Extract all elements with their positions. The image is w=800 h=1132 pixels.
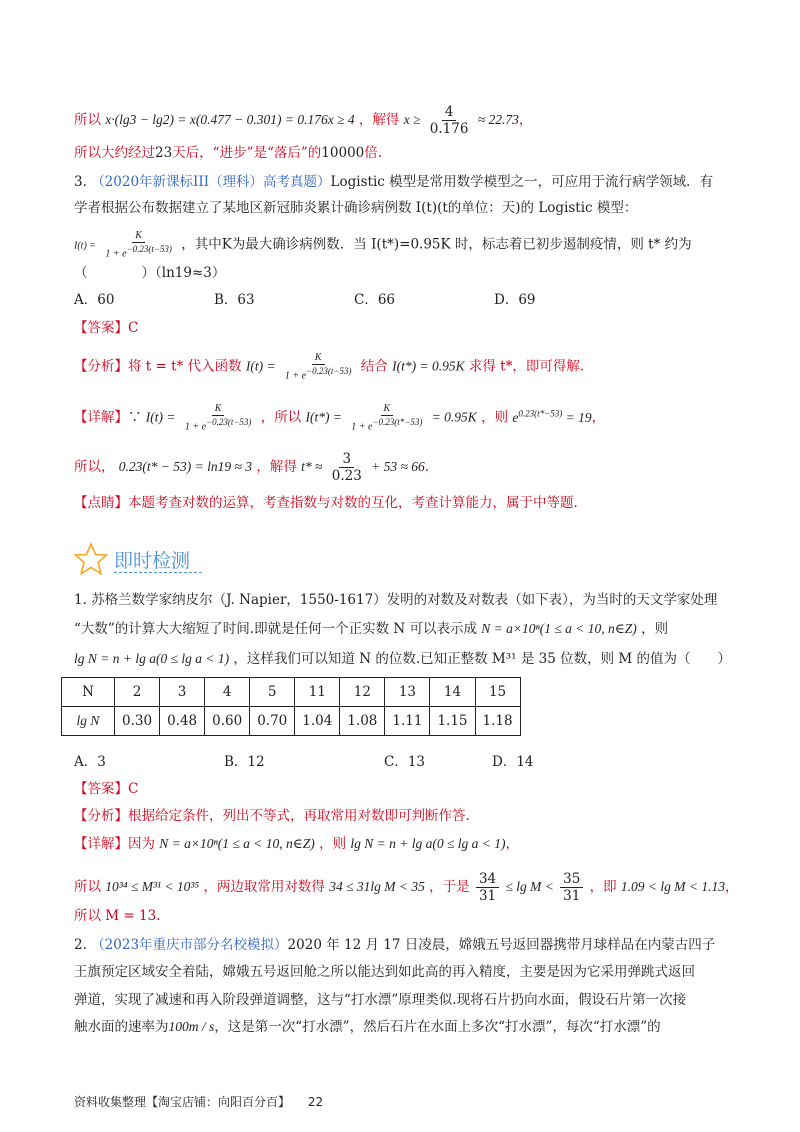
table-row [62,707,521,736]
option-a[interactable]: A．60 [74,292,115,308]
p1-final [74,906,160,926]
text: 1 + e [184,421,207,433]
math-expr: = 0.95K [431,409,477,425]
q3-line-2 [74,198,637,218]
table-cell: 11 [295,678,340,707]
p2-line-2 [74,962,695,982]
question-source: （2023年重庆市部分名校模拟） [91,937,288,953]
text: 求得 t*，即可得解. [468,358,585,375]
question-number: 1. [74,592,87,608]
math-expr: + 53 ≈ 66 [371,459,425,474]
text: . [424,459,430,475]
page-footer [74,1093,323,1110]
q3-options [74,290,536,310]
label: 【详解】 [74,409,128,426]
q3-detail [74,403,605,433]
exponent: −0.23(t−53) [306,366,352,376]
p2-line-1 [74,935,715,955]
math-expr [512,410,591,425]
answer: C [128,781,139,797]
text: ，这是第一次“打水漂”，然后石片在水面上多次“打水漂”，每次“打水漂”的 [214,1019,661,1035]
table-cell: 4 [205,678,250,707]
math-expr: ≤ lg M < [505,879,554,894]
p1-answer [74,779,138,799]
table-cell: 1.15 [430,707,475,736]
text: 将 t = t* 代入函数 [128,358,242,375]
text: ，于是 [429,879,470,895]
q3-so [74,451,429,484]
math-expr: lg N = n + lg a(0 ≤ lg a < 1) [350,836,506,851]
option-d[interactable]: D．69 [494,292,536,308]
p1-line-2 [74,619,668,639]
fraction-num: K [312,352,325,365]
q3-line-1 [74,172,713,192]
text: 学者根据公布数据建立了某地区新冠肺炎累计确诊病例数 I(t)(t的单位：天)的 Logistic 模型： [74,200,638,216]
math-expr: N = a×10ⁿ(1 ≤ a < 10, n∈Z) [481,621,637,636]
table-cell: 12 [340,678,385,707]
table-cell: 0.60 [205,707,250,736]
math-expr: 10³⁴ ≤ M³¹ < 10³⁵ [105,879,200,894]
question-number: 2. [74,937,87,953]
table-cell: 13 [385,678,430,707]
question-number: 3. [74,174,87,190]
text: = 19 [565,409,592,425]
fraction [282,352,355,382]
table-row [62,678,521,707]
math-expr: t* ≈ [301,459,323,474]
text: ，所以 [260,409,302,426]
p1-line-3 [74,649,731,669]
text: 苏格兰数学家纳皮尔（J. Napier，1550-1617）发明的对数及对数表（如下表），为当时的天文学家处理 [91,592,718,608]
label: 【详解】 [74,836,128,852]
text: ， [725,879,739,895]
text: 所以大约经过 [74,145,155,161]
question-source: （2020年新课标III（理科）高考真题） [91,174,331,190]
text: e [512,409,519,425]
q3-answer [74,318,138,338]
fraction-num: 34 [476,871,499,888]
label: 【点睛】 [74,495,128,511]
p2-line-3 [74,990,686,1010]
p2-line-4 [74,1017,661,1037]
fraction-den [348,416,425,433]
text: 本题考查对数的运算，考查指数与对数的互化，考查计算能力，属于中等题. [128,495,578,511]
text: 王旗预定区域安全着陆，嫦娥五号返回舱之所以能达到如此高的再入精度，主要是因为它采用弹跳式返回 [74,964,695,980]
math-expr: I(t*) = [305,409,342,425]
math-expr: I(t) = [245,358,276,374]
p1-options [74,752,534,772]
p1-line-1 [74,590,717,610]
text: ，则 [481,409,509,426]
math-expr: x ≥ [403,112,421,127]
number: 10000 [321,145,365,161]
text: ，这样我们可以知道 N 的位数.已知正整数 M³¹ 是 35 位数，则 M 的值为（ ） [233,651,732,667]
math-expr: I(t*) = 0.95K [392,358,465,374]
option-b[interactable]: B．63 [214,292,255,308]
fraction [329,451,365,484]
math-expr: 34 ≤ 31lg M < 35 [329,879,425,894]
fraction-den: 31 [563,888,581,904]
solution-line-2 [74,143,382,163]
text: 触水面的速率为 [74,1019,169,1035]
text: ，即 [589,879,617,895]
q3-paren [74,263,225,283]
text: ，其中K为最大确诊病例数．当 I(t*)=0.95K 时，标志着已初步遏制疫情，则 t* 约为 [181,236,692,253]
log-table [61,677,521,736]
label: 【答案】 [74,320,128,336]
math-expr: lg N = n + lg a(0 ≤ lg a < 1) [74,651,230,666]
q3-analysis [74,352,584,382]
text: ，则 [641,621,669,637]
table-cell: 0.48 [160,707,205,736]
text: 结合 [360,358,388,375]
text: （ ）（ln19≈3） [74,265,226,281]
table-cell: 1.11 [385,707,430,736]
fraction [427,104,472,137]
fraction-num: K [212,403,225,416]
section-title: 即时检测 [114,550,191,572]
fraction-num: 4 [442,104,457,121]
text: “大数”的计算大大缩短了时间.即就是任何一个正实数 N 可以表示成 [74,621,477,637]
text: 因为 [128,836,155,852]
text: 1 + e [284,370,307,382]
label: 【分析】 [74,808,128,824]
option-b[interactable]: B．12 [224,754,265,770]
option-c[interactable]: C．13 [384,754,426,770]
math-expr: x·(lg3 − lg2) = x(0.477 − 0.301) = 0.176x ≥ 4 [105,112,355,127]
text: ， [505,836,520,852]
exponent: 0.23(t*−53) [518,408,563,419]
label: 【分析】 [74,358,128,375]
exponent: −0.23(t−53) [126,244,172,254]
model-fraction [102,230,175,260]
text: 倍. [364,145,383,161]
exponent: −0.23(t*−53) [372,417,423,427]
fraction [348,403,425,433]
text: 1 + e [105,248,127,260]
p1-so [74,871,739,904]
star-icon [74,542,108,576]
math-expr: ≈ 22.73 [477,112,519,127]
table-cell: 2 [115,678,160,707]
page-number: 22 [307,1095,324,1109]
text: ， [591,409,606,426]
text: ∵ [128,409,142,426]
option-c[interactable]: C．66 [354,292,396,308]
table-cell: 1.08 [340,707,385,736]
table-cell: 1.18 [475,707,520,736]
math-expr: N = a×10ⁿ(1 ≤ a < 10, n∈Z) [159,836,315,851]
text: ，两边取常用对数得 [203,879,325,895]
fraction-num: K [381,403,394,416]
text: ，解得 [256,459,297,475]
math-expr: 100m / s [168,1019,215,1034]
text: 根据给定条件，列出不等式，再取常用对数即可判断作答. [128,808,470,824]
p1-detail [74,834,519,854]
table-cell: 14 [430,678,475,707]
p1-analysis [74,806,470,826]
fraction-num: 35 [560,871,583,888]
table-cell: 0.30 [115,707,160,736]
label: 【答案】 [74,781,128,797]
q3-comment [74,493,578,513]
text: ， [518,112,533,128]
math-expr: 1.09 < lg M < 1.13 [620,879,726,894]
q3-line-3 [74,230,692,260]
fraction-den: 0.23 [331,468,362,484]
fraction-num: K [132,230,145,243]
table-cell: 3 [160,678,205,707]
fraction-den [282,365,355,382]
option-a[interactable]: A．3 [74,754,106,770]
answer: C [128,320,139,336]
footer-text: 资料收集整理【淘宝店铺：向阳百分百】 [74,1095,291,1109]
table-cell: N [62,678,115,707]
text: 所以 [74,879,101,895]
fraction-den [182,416,255,433]
fraction-den [102,243,175,260]
text: 天后，“进步”是“落后”的 [172,145,322,161]
text: 1 + e [351,421,373,433]
fraction [476,871,499,904]
table-cell: 5 [250,678,295,707]
text: 2020 年 12 月 17 日凌晨，嫦娥五号返回器携带月球样品在内蒙古四子 [287,937,716,953]
fraction [182,403,255,433]
section-heading [74,540,214,576]
fraction [560,871,583,904]
table-cell: 1.04 [295,707,340,736]
text: 弹道，实现了减速和再入阶段弹道调整，这与“打水漂”原理类似.现将石片扔向水面，假设石片第一次接 [74,992,687,1008]
text: ，则 [319,836,347,852]
exponent: −0.23(t−53) [206,417,252,427]
table-cell: 0.70 [250,707,295,736]
text: ，解得 [358,112,400,128]
text: 所以 M = 13. [74,908,161,924]
math-expr: I(t) = [145,409,176,425]
option-d[interactable]: D．14 [492,754,534,770]
solution-line-1 [74,104,532,137]
fraction-den: 0.176 [429,121,469,137]
text: 所以 [74,112,101,128]
math-expr: 0.23(t* − 53) = ln19 ≈ 3 [118,459,253,474]
table-cell: 15 [475,678,520,707]
fraction-den: 31 [478,888,497,904]
number: 23 [155,145,173,161]
text: 所以， [74,459,115,475]
math-expr: I(t) = [74,240,97,252]
section-underline [114,572,202,573]
text: Logistic 模型是常用数学模型之一，可应用于流行病学领域．有 [330,174,714,190]
fraction-num: 3 [339,451,354,468]
table-cell: lg N [62,707,115,736]
